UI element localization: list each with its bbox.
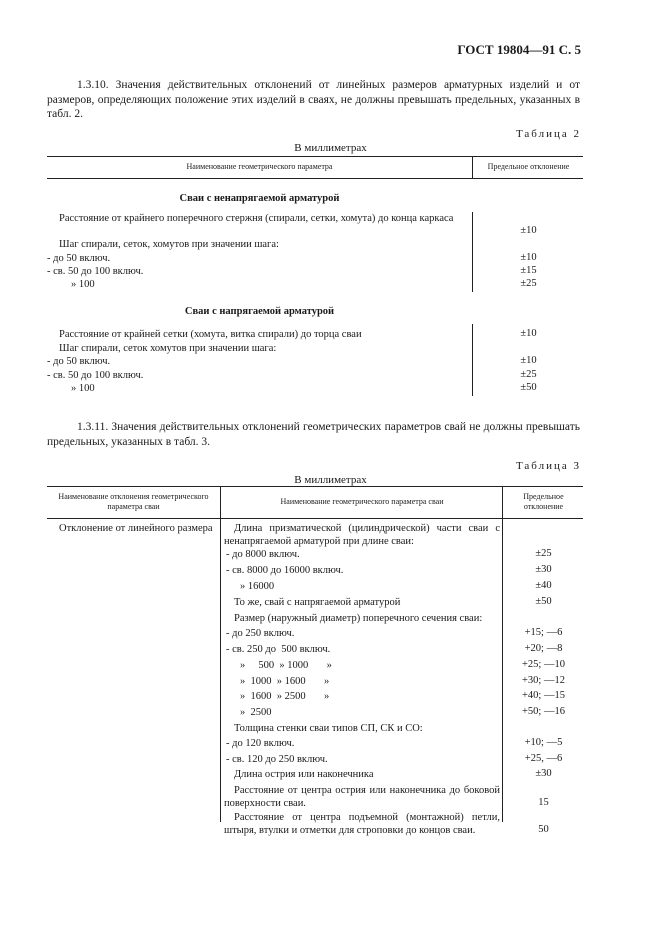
table-cell-value: ±25 bbox=[535, 548, 552, 559]
table-row: - до 50 включ. bbox=[47, 356, 111, 367]
table-row: Расстояние от центра острия или наконечника до боковой поверхности сваи. bbox=[224, 785, 500, 809]
table2-label: Таблица 2 bbox=[515, 128, 581, 140]
table-cell-value: ±30 bbox=[535, 564, 552, 575]
table-cell-value: +50; —16 bbox=[522, 706, 565, 717]
table-cell-value: ±50 bbox=[520, 382, 537, 393]
table2-unit: В миллиметрах bbox=[294, 142, 367, 154]
table-row: » 2500 bbox=[240, 707, 272, 718]
table2-header-divider bbox=[472, 156, 473, 178]
table-cell-value: +15; —6 bbox=[524, 627, 563, 638]
table-row: » 16000 bbox=[240, 581, 275, 592]
table-row: - св. 120 до 250 включ. bbox=[226, 754, 328, 765]
table-cell-value: ±40 bbox=[535, 580, 552, 591]
table-row: Толщина стенки сваи типов СП, СК и СО: bbox=[234, 723, 423, 734]
table-cell-value: ±50 bbox=[535, 596, 552, 607]
table-row: Шаг спирали, сеток, хомутов при значении шага: bbox=[59, 239, 279, 250]
table-cell-value: +10; —5 bbox=[524, 737, 563, 748]
page-header: ГОСТ 19804—91 С. 5 bbox=[457, 42, 581, 57]
table3-unit: В миллиметрах bbox=[294, 474, 367, 486]
table-cell-value: ±10 bbox=[520, 355, 537, 366]
table-row: Расстояние от крайней сетки (хомута, витка спирали) до торца сваи bbox=[59, 329, 362, 340]
table-row: То же, свай с напрягаемой арматурой bbox=[234, 597, 401, 608]
table2-top-rule bbox=[47, 156, 583, 157]
table-row: - св. 8000 до 16000 включ. bbox=[226, 565, 344, 576]
table-row: » 1000 » 1600 » bbox=[240, 676, 330, 687]
table-row: - до 8000 включ. bbox=[226, 549, 300, 560]
table3-label: Таблица 3 bbox=[515, 460, 581, 472]
table3-col2-header: Наименование геометрического параметра сваи bbox=[280, 497, 444, 506]
table-cell-value: ±15 bbox=[520, 265, 537, 276]
table2-header-rule bbox=[47, 178, 583, 179]
table-row: Длина острия или наконечника bbox=[234, 769, 374, 780]
table3-left-cell: Отклонение от линейного размера bbox=[59, 523, 213, 534]
table-row: Расстояние от крайнего поперечного стержня (спирали, сетки, хомута) до конца каркаса bbox=[59, 213, 454, 224]
table-row: Размер (наружный диаметр) поперечного сечения сваи: bbox=[234, 613, 483, 624]
table-cell-value: 15 bbox=[538, 797, 549, 808]
table3-col1-header: Наименование отклонения геометрического параметра сваи bbox=[58, 492, 209, 511]
paragraph-1-3-10: 1.3.10. Значения действительных отклонений от линейных размеров арматурных изделий и от размеров, определяющих положение этих изделий в сваях, не должны превышать предельных, указанных в табл. 2. bbox=[47, 79, 580, 120]
table-row: Шаг спирали, сеток хомутов при значении шага: bbox=[59, 343, 277, 354]
table2-section1-title: Сваи с ненапрягаемой арматурой bbox=[179, 193, 340, 204]
table2-col2-header: Предельное отклонение bbox=[487, 162, 570, 171]
table-cell-value: ±30 bbox=[535, 768, 552, 779]
table-row: - до 250 включ. bbox=[226, 628, 295, 639]
table-cell-value: 50 bbox=[538, 824, 549, 835]
table-cell-value: +25, —6 bbox=[524, 753, 563, 764]
table2-section1-divider bbox=[472, 212, 473, 292]
table-cell-value: ±10 bbox=[520, 252, 537, 263]
table-cell-value: +25; —10 bbox=[522, 659, 565, 670]
table-row: Длина призматической (цилиндрической) части сваи с ненапрягаемой арматурой при длине сваи: bbox=[224, 523, 500, 547]
table-cell-value: ±10 bbox=[520, 328, 537, 339]
table3-divider-2 bbox=[502, 486, 503, 822]
table-row: » 100 bbox=[71, 383, 95, 394]
table3-col3-header: Предельное отклонение bbox=[523, 492, 564, 511]
table-row: » 100 bbox=[71, 279, 95, 290]
paragraph-1-3-11: 1.3.11. Значения действительных отклонений геометрических параметров свай не должны превышать предельных, указанных в табл. 3. bbox=[47, 421, 580, 448]
table-row: - до 50 включ. bbox=[47, 253, 111, 264]
table-row: - св. 50 до 100 включ. bbox=[47, 266, 144, 277]
table-row: - св. 50 до 100 включ. bbox=[47, 370, 144, 381]
table-cell-value: ±25 bbox=[520, 278, 537, 289]
table-row: - до 120 включ. bbox=[226, 738, 295, 749]
table-cell-value: +20; —8 bbox=[524, 643, 563, 654]
table-cell-value: ±25 bbox=[520, 369, 537, 380]
table3-divider-1 bbox=[220, 486, 221, 822]
table2-section2-divider bbox=[472, 324, 473, 396]
table-row: - св. 250 до 500 включ. bbox=[226, 644, 331, 655]
table2-col1-header: Наименование геометрического параметра bbox=[186, 162, 333, 171]
table-row: » 500 » 1000 » bbox=[240, 660, 332, 671]
table-cell-value: +40; —15 bbox=[522, 690, 565, 701]
table-cell-value: ±10 bbox=[520, 225, 537, 236]
table-row: Расстояние от центра подъемной (монтажной) петли, штыря, втулки и отметки для строповки до концов сваи. bbox=[224, 812, 500, 836]
table-row: » 1600 » 2500 » bbox=[240, 691, 330, 702]
table-cell-value: +30; —12 bbox=[522, 675, 565, 686]
table2-section2-title: Сваи с напрягаемой арматурой bbox=[184, 306, 335, 317]
